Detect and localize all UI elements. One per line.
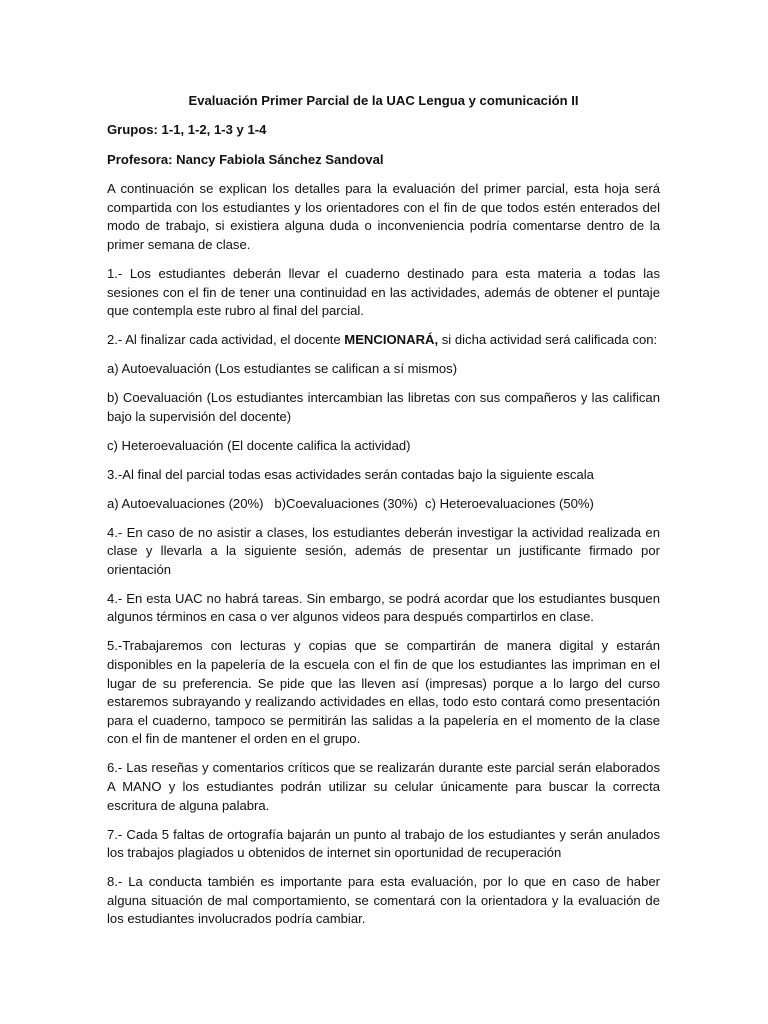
item-6-paragraph: 6.- Las reseñas y comentarios críticos que se realizarán durante este parcial serán elaborados A MANO y los estudiantes podrán utilizar su celular únicamente para buscar la correcta escritura de alguna palabra.: [107, 760, 660, 813]
item-5-paragraph: 5.-Trabajaremos con lecturas y copias que se compartirán de manera digital y estarán disponibles en la papelería de la escuela con el fin de que los estudiantes las impriman en el lugar de su preferencia. Se pide que las lleven así (impresas) porque a lo largo del curso estaremos subrayando y realizando actividades en ellas, todo esto contará como presentación para el cuaderno, tampoco se permitirán las salidas a la papelería en el momento de la clase con el fin de mantener el orden en el grupo.: [107, 638, 660, 747]
scale-paragraph: a) Autoevaluaciones (20%) b)Coevaluaciones (30%) c) Heteroevaluaciones (50%): [107, 495, 594, 511]
item-8-paragraph: 8.- La conducta también es importante para esta evaluación, por lo que en caso de haber alguna situación de mal comportamiento, se comentará con la orientadora y la evaluación de los estudiantes involucrados podría cambiar.: [107, 874, 660, 927]
document-title: Evaluación Primer Parcial de la UAC Lengua y comunicación II: [188, 93, 579, 108]
item-7-paragraph: 7.- Cada 5 faltas de ortografía bajarán un punto al trabajo de los estudiantes y serán anulados los trabajos plagiados u obtenidos de internet sin oportunidad de recuperación: [107, 826, 660, 861]
option-b-paragraph: b) Coevaluación (Los estudiantes intercambian las libretas con sus compañeros y las califican bajo la supervisión del docente): [107, 390, 660, 424]
teacher-line: Profesora: Nancy Fabiola Sánchez Sandoval: [107, 151, 384, 167]
item-4b-paragraph: 4.- En esta UAC no habrá tareas. Sin embargo, se podrá acordar que los estudiantes busquen algunos términos en casa o ver algunos videos para después compartirlos en clase.: [107, 590, 660, 625]
item-2-suffix: si dicha actividad será calificada con:: [438, 332, 658, 348]
item-2-paragraph: [107, 331, 660, 350]
item-3-paragraph: 3.-Al final del parcial todas esas actividades serán contadas bajo la siguiente escala: [107, 466, 594, 482]
groups-line: Grupos: 1-1, 1-2, 1-3 y 1-4: [107, 122, 267, 138]
item-4a-paragraph: 4.- En caso de no asistir a clases, los estudiantes deberán investigar la actividad realizada en clase y llevarla a la siguiente sesión, además de presentar un justificante firmado por orientación: [107, 524, 660, 577]
item-2-emphasis: MENCIONARÁ,: [344, 332, 439, 348]
intro-paragraph: A continuación se explican los detalles para la evaluación del primer parcial, esta hoja será compartida con los estudiantes y los orientadores con el fin de que todos estén enterados del modo de trabajo, si existiera alguna duda o inconveniencia podría comentarse dentro de la primer semana de clase.: [107, 181, 660, 253]
document-page: [107, 92, 660, 939]
item-1-paragraph: 1.- Los estudiantes deberán llevar el cuaderno destinado para esta materia a todas las sesiones con el fin de tener una continuidad en las actividades, además de obtener el puntaje que contempla este rubro al final del parcial.: [107, 266, 660, 319]
option-c-paragraph: c) Heteroevaluación (El docente califica la actividad): [107, 437, 411, 453]
option-a-paragraph: a) Autoevaluación (Los estudiantes se califican a sí mismos): [107, 361, 458, 377]
item-2-prefix: 2.- Al finalizar cada actividad, el docente: [107, 332, 345, 348]
